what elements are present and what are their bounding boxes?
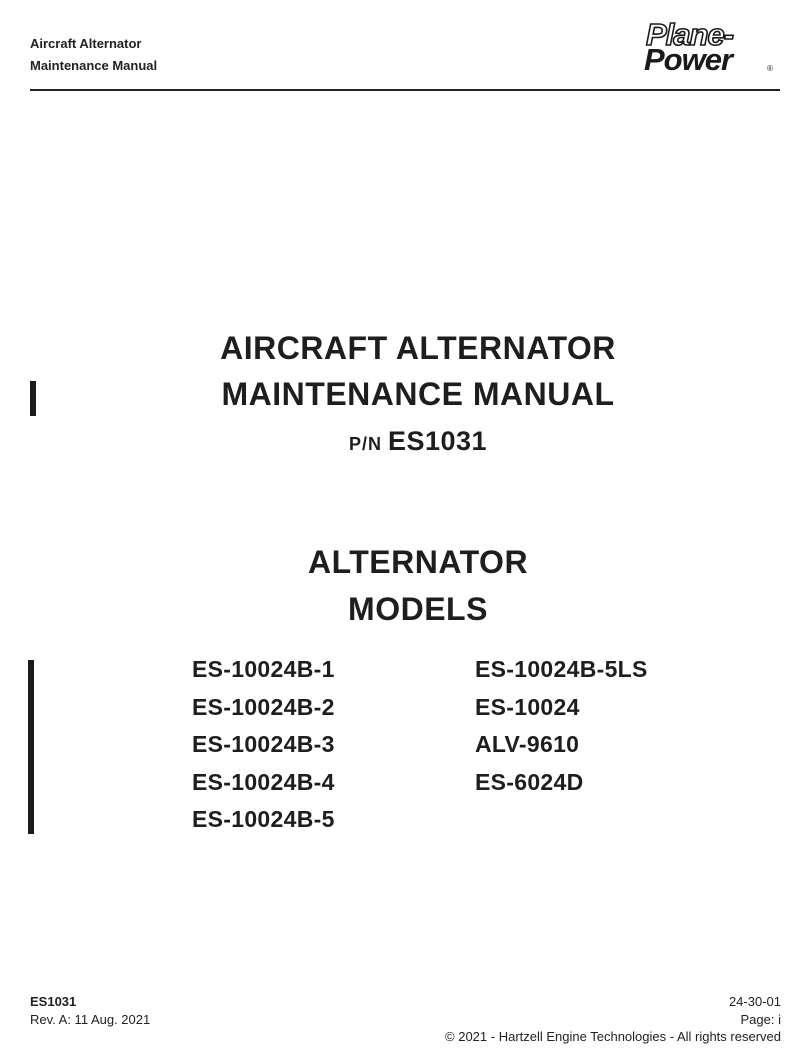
logo-text-top: Plane- — [646, 17, 734, 52]
document-title-line-2: MAINTENANCE MANUAL — [221, 376, 615, 412]
logo-registered-mark: ® — [767, 64, 773, 73]
header-line-1: Aircraft Alternator — [30, 36, 142, 51]
part-number-value: ES1031 — [387, 426, 488, 456]
footer-page-number: Page: i — [740, 1011, 781, 1027]
part-number — [0, 426, 808, 457]
model-item: ES-10024B-3 — [192, 731, 335, 757]
footer-ata-code: 24-30-01 — [728, 994, 781, 1009]
footer-right — [445, 993, 781, 1046]
model-item: ES-10024B-5 — [192, 806, 335, 832]
revision-change-bar — [28, 660, 34, 834]
header-line-2: Maintenance Manual — [30, 58, 158, 73]
model-item: ES-10024B-2 — [192, 693, 335, 720]
model-item: ALV-9610 — [475, 731, 580, 757]
footer-left — [30, 993, 150, 1028]
model-item: ES-10024B-1 — [192, 656, 335, 682]
model-item: ES-10024 — [475, 693, 580, 720]
model-item: ES-6024D — [475, 768, 584, 795]
models-list-right — [475, 651, 648, 801]
models-heading-line-1: ALTERNATOR — [307, 544, 529, 580]
footer-copyright: © 2021 - Hartzell Engine Technologies - All rights reserved — [445, 1029, 781, 1044]
footer-doc-number: ES1031 — [30, 994, 77, 1009]
models-heading-line-2: MODELS — [348, 591, 488, 627]
header-title — [30, 33, 157, 77]
footer-revision: Rev. A: 11 Aug. 2021 — [30, 1011, 151, 1027]
model-item: ES-10024B-4 — [192, 768, 335, 795]
model-item: ES-10024B-5LS — [475, 656, 648, 682]
document-title-line-1: AIRCRAFT ALTERNATOR — [220, 330, 616, 366]
part-number-label: P/N — [348, 434, 382, 454]
header-divider — [30, 89, 780, 91]
logo-text-bottom: Power — [644, 42, 733, 76]
models-list-left — [192, 651, 335, 839]
plane-power-logo — [640, 16, 780, 76]
